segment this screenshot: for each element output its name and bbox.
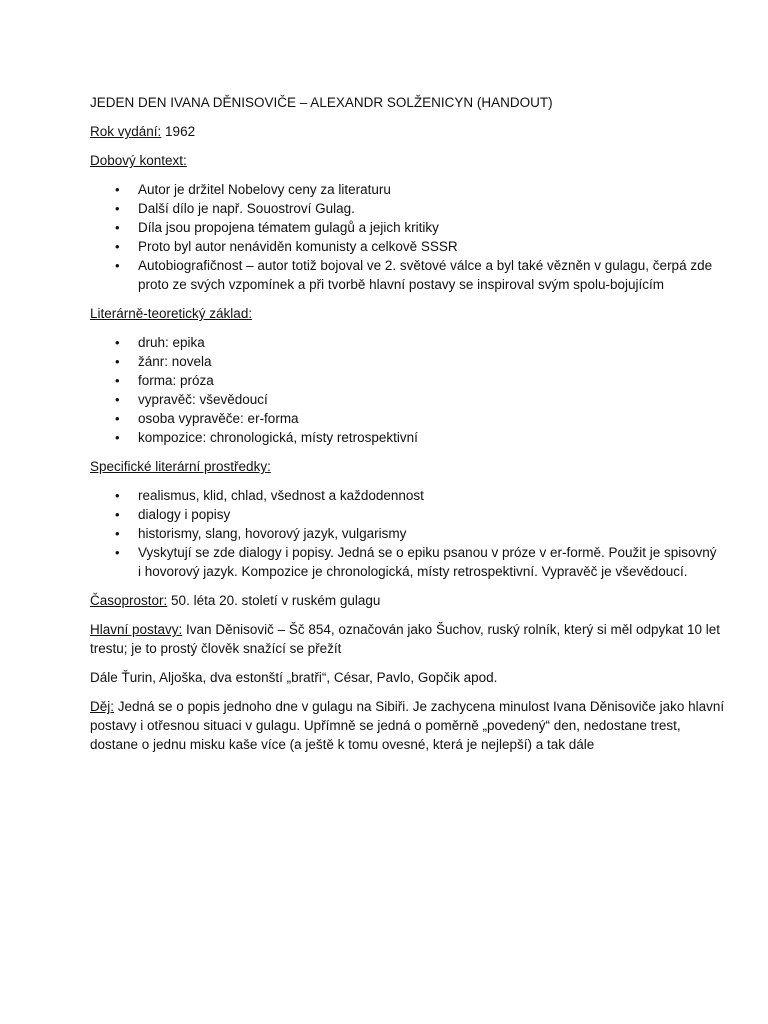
list-item xyxy=(90,543,717,581)
dej xyxy=(90,697,725,754)
list-item xyxy=(90,371,690,390)
list-item xyxy=(90,390,690,409)
list-item-text: dialogy i popisy xyxy=(138,507,231,522)
list-item-text: druh: epika xyxy=(138,335,205,350)
postavy-line1: Ivan Děnisovič – Šč 854, označován jako Šuchov, ruský rolník, který si měl odpykat 10 let xyxy=(182,622,721,637)
bullet-icon: • xyxy=(115,545,120,560)
list-item-text: Autor je držitel Nobelovy ceny za literaturu xyxy=(138,182,391,197)
bullet-icon: • xyxy=(115,392,120,407)
list-item-text: proto ze svých vzpomínek a při tvorbě hlavní postavy se inspiroval svým spolu-bojujícím xyxy=(138,277,664,292)
list-item-text: Další dílo je např. Souostroví Gulag. xyxy=(138,201,355,216)
bullet-icon: • xyxy=(115,220,120,235)
list-item-text: Díla jsou propojena tématem gulagů a jejich kritiky xyxy=(138,220,439,235)
zaklad-list xyxy=(90,333,690,447)
list-item xyxy=(90,428,690,447)
bullet-icon: • xyxy=(115,182,120,197)
list-item-text: žánr: novela xyxy=(138,354,212,369)
rok-vydani xyxy=(90,122,690,141)
list-item xyxy=(90,218,690,237)
list-item-text: kompozice: chronologická, místy retrospektivní xyxy=(138,430,418,445)
bullet-icon: • xyxy=(115,258,120,273)
prostredky-heading: Specifické literární prostředky: xyxy=(90,459,271,474)
document-title: JEDEN DEN IVANA DĚNISOVIČE – ALEXANDR SOLŽENICYN (HANDOUT) xyxy=(90,95,553,110)
casoprostor-label: Časoprostor: xyxy=(90,593,168,608)
rok-label: Rok vydání: xyxy=(90,124,162,139)
dalsi-postavy: Dále Ťurin, Aljoška, dva estonští „bratři“, César, Pavlo, Gopčik apod. xyxy=(90,670,498,685)
dej-line2: postavy i otřesnou situaci v gulagu. Upřímně se jedná o poměrně „povedený“ den, nedostane trest, xyxy=(90,718,681,733)
bullet-icon: • xyxy=(115,430,120,445)
casoprostor-value: 50. léta 20. století v ruském gulagu xyxy=(167,593,381,608)
list-item xyxy=(90,352,690,371)
list-item xyxy=(90,524,690,543)
casoprostor xyxy=(90,591,690,610)
list-item-text: historismy, slang, hovorový jazyk, vulgarismy xyxy=(138,526,407,541)
dej-label: Děj: xyxy=(90,699,115,714)
list-item xyxy=(90,333,690,352)
hlavni-postavy xyxy=(90,620,721,658)
list-item xyxy=(90,256,713,294)
postavy-line2: trestu; je to prostý člověk snažící se přežít xyxy=(90,641,342,656)
list-item-text: Vyskytují se zde dialogy i popisy. Jedná se o epiku psanou v próze v er-formě. Použit je spisovný xyxy=(138,545,717,560)
bullet-icon: • xyxy=(115,526,120,541)
handout-content xyxy=(90,93,725,764)
bullet-icon: • xyxy=(115,239,120,254)
list-item-text: osoba vypravěče: er-forma xyxy=(138,411,299,426)
list-item-text: Autobiografičnost – autor totiž bojoval ve 2. světové válce a byl také vězněn v gulagu, čerpá zde xyxy=(138,258,713,273)
bullet-icon: • xyxy=(115,201,120,216)
kontext-heading: Dobový kontext: xyxy=(90,153,187,168)
bullet-icon: • xyxy=(115,373,120,388)
list-item xyxy=(90,505,690,524)
list-item xyxy=(90,486,690,505)
bullet-icon: • xyxy=(115,335,120,350)
postavy-label: Hlavní postavy: xyxy=(90,622,183,637)
dej-line1: Jedná se o popis jednoho dne v gulagu na Sibiři. Je zachycena minulost Ivana Děnisoviče jako hlavní xyxy=(114,699,725,714)
list-item-text: i hovorový jazyk. Kompozice je chronologická, místy retrospektivní. Vypravěč je vševědoucí. xyxy=(138,564,688,579)
dej-line3: dostane o jednu misku kaše více (a ještě k tomu ovesné, která je nejlepší) a tak dále xyxy=(90,737,595,752)
list-item xyxy=(90,180,690,199)
list-item xyxy=(90,199,690,218)
bullet-icon: • xyxy=(115,411,120,426)
zaklad-heading: Literárně-teoretický základ: xyxy=(90,306,253,321)
bullet-icon: • xyxy=(115,507,120,522)
list-item-text: realismus, klid, chlad, všednost a každodennost xyxy=(138,488,424,503)
kontext-list xyxy=(90,180,713,294)
list-item-text: vypravěč: vševědoucí xyxy=(138,392,268,407)
list-item-text: forma: próza xyxy=(138,373,214,388)
bullet-icon: • xyxy=(115,488,120,503)
bullet-icon: • xyxy=(115,354,120,369)
prostredky-list xyxy=(90,486,717,581)
list-item xyxy=(90,237,690,256)
list-item xyxy=(90,409,690,428)
list-item-text: Proto byl autor nenáviděn komunisty a celkově SSSR xyxy=(138,239,458,254)
rok-value: 1962 xyxy=(161,124,196,139)
